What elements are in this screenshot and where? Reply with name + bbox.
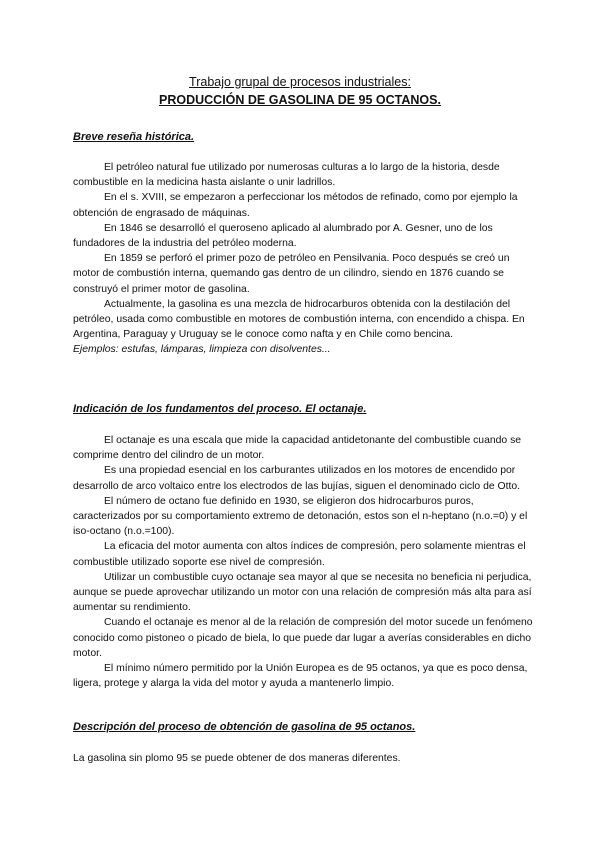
section-fundamentals-body [73,433,533,691]
section-history-body [73,160,533,358]
paragraph: El mínimo número permitido por la Unión Europea es de 95 octanos, ya que es poco densa, ligera, protege y alarga la vida del motor y ayuda a mantenerlo limpio. [73,663,528,690]
section-process-body [73,751,533,766]
section-heading-fundamentals: Indicación de los fundamentos del proceso. El octanaje. [73,403,367,415]
examples-note: Ejemplos: estufas, lámparas, limpieza con disolventes... [73,344,331,356]
paragraph: La eficacia del motor aumenta con altos índices de compresión, pero solamente mientras el combustible utilizado soporte ese nivel de compresión. [73,541,526,568]
paragraph: En el s. XVIII, se empezaron a perfeccionar los métodos de refinado, como por ejemplo la obtención de engrasado de máquinas. [73,192,518,219]
document-title-line1: Trabajo grupal de procesos industriales: [189,75,411,89]
paragraph: La gasolina sin plomo 95 se puede obtener de dos maneras diferentes. [73,753,401,764]
paragraph: Es una propiedad esencial en los carburantes utilizados en los motores de encendido por desarrollo de arco voltaico entre los electrodos de las bujías, siguen el denominado ciclo de Otto. [73,465,521,492]
paragraph: Cuando el octanaje es menor al de la relación de compresión del motor sucede un fenómeno conocido como pistoneo o picado de biela, lo que puede dar lugar a averías considerables en dicho motor. [73,617,533,659]
paragraph: En 1846 se desarrolló el queroseno aplicado al alumbrado por A. Gesner, uno de los fundadores de la industria del petróleo moderna. [73,222,493,250]
paragraph: El octanaje es una escala que mide la capacidad antidetonante del combustible cuando se comprime dentro del cilindro de un motor. [73,435,522,462]
paragraph: En 1859 se perforó el primer pozo de petróleo en Pensilvania. Poco después se creó un motor de combustión interna, quemando gas dentro de un cilindro, siendo en 1876 cuando se construyó el primer motor de gasolina. [73,253,510,295]
paragraph: Actualmente, la gasolina es una mezcla de hidrocarburos obtenida con la destilación del petróleo, usada como combustible en motores de combustión interna, con encendido a chispa. En Argentina, Paraguay y Uruguay se le conoce como nafta y en Chile como bencina. [73,298,525,341]
paragraph: El petróleo natural fue utilizado por numerosas culturas a lo largo de la historia, desde combustible en la medicina hasta aislante o unir ladrillos. [73,162,500,189]
paragraph: El número de octano fue definido en 1930, se eligieron dos hidrocarburos puros, caracterizados por su comportamiento extremo de detonación, estos son el n-heptano (n.o.=0) y el iso-octano (n.o.=100). [73,495,528,538]
section-heading-history: Breve reseña histórica. [73,131,195,143]
paragraph: Utilizar un combustible cuyo octanaje sea mayor al que se necesita no beneficia ni perjudica, aunque se puede aprovechar utilizando un motor con una relación de compresión más alta para así aumentar su rendimiento. [73,571,532,614]
section-heading-process: Descripción del proceso de obtención de gasolina de 95 octanos. [73,721,416,733]
document-title-line2: PRODUCCIÓN DE GASOLINA DE 95 OCTANOS. [159,93,441,107]
